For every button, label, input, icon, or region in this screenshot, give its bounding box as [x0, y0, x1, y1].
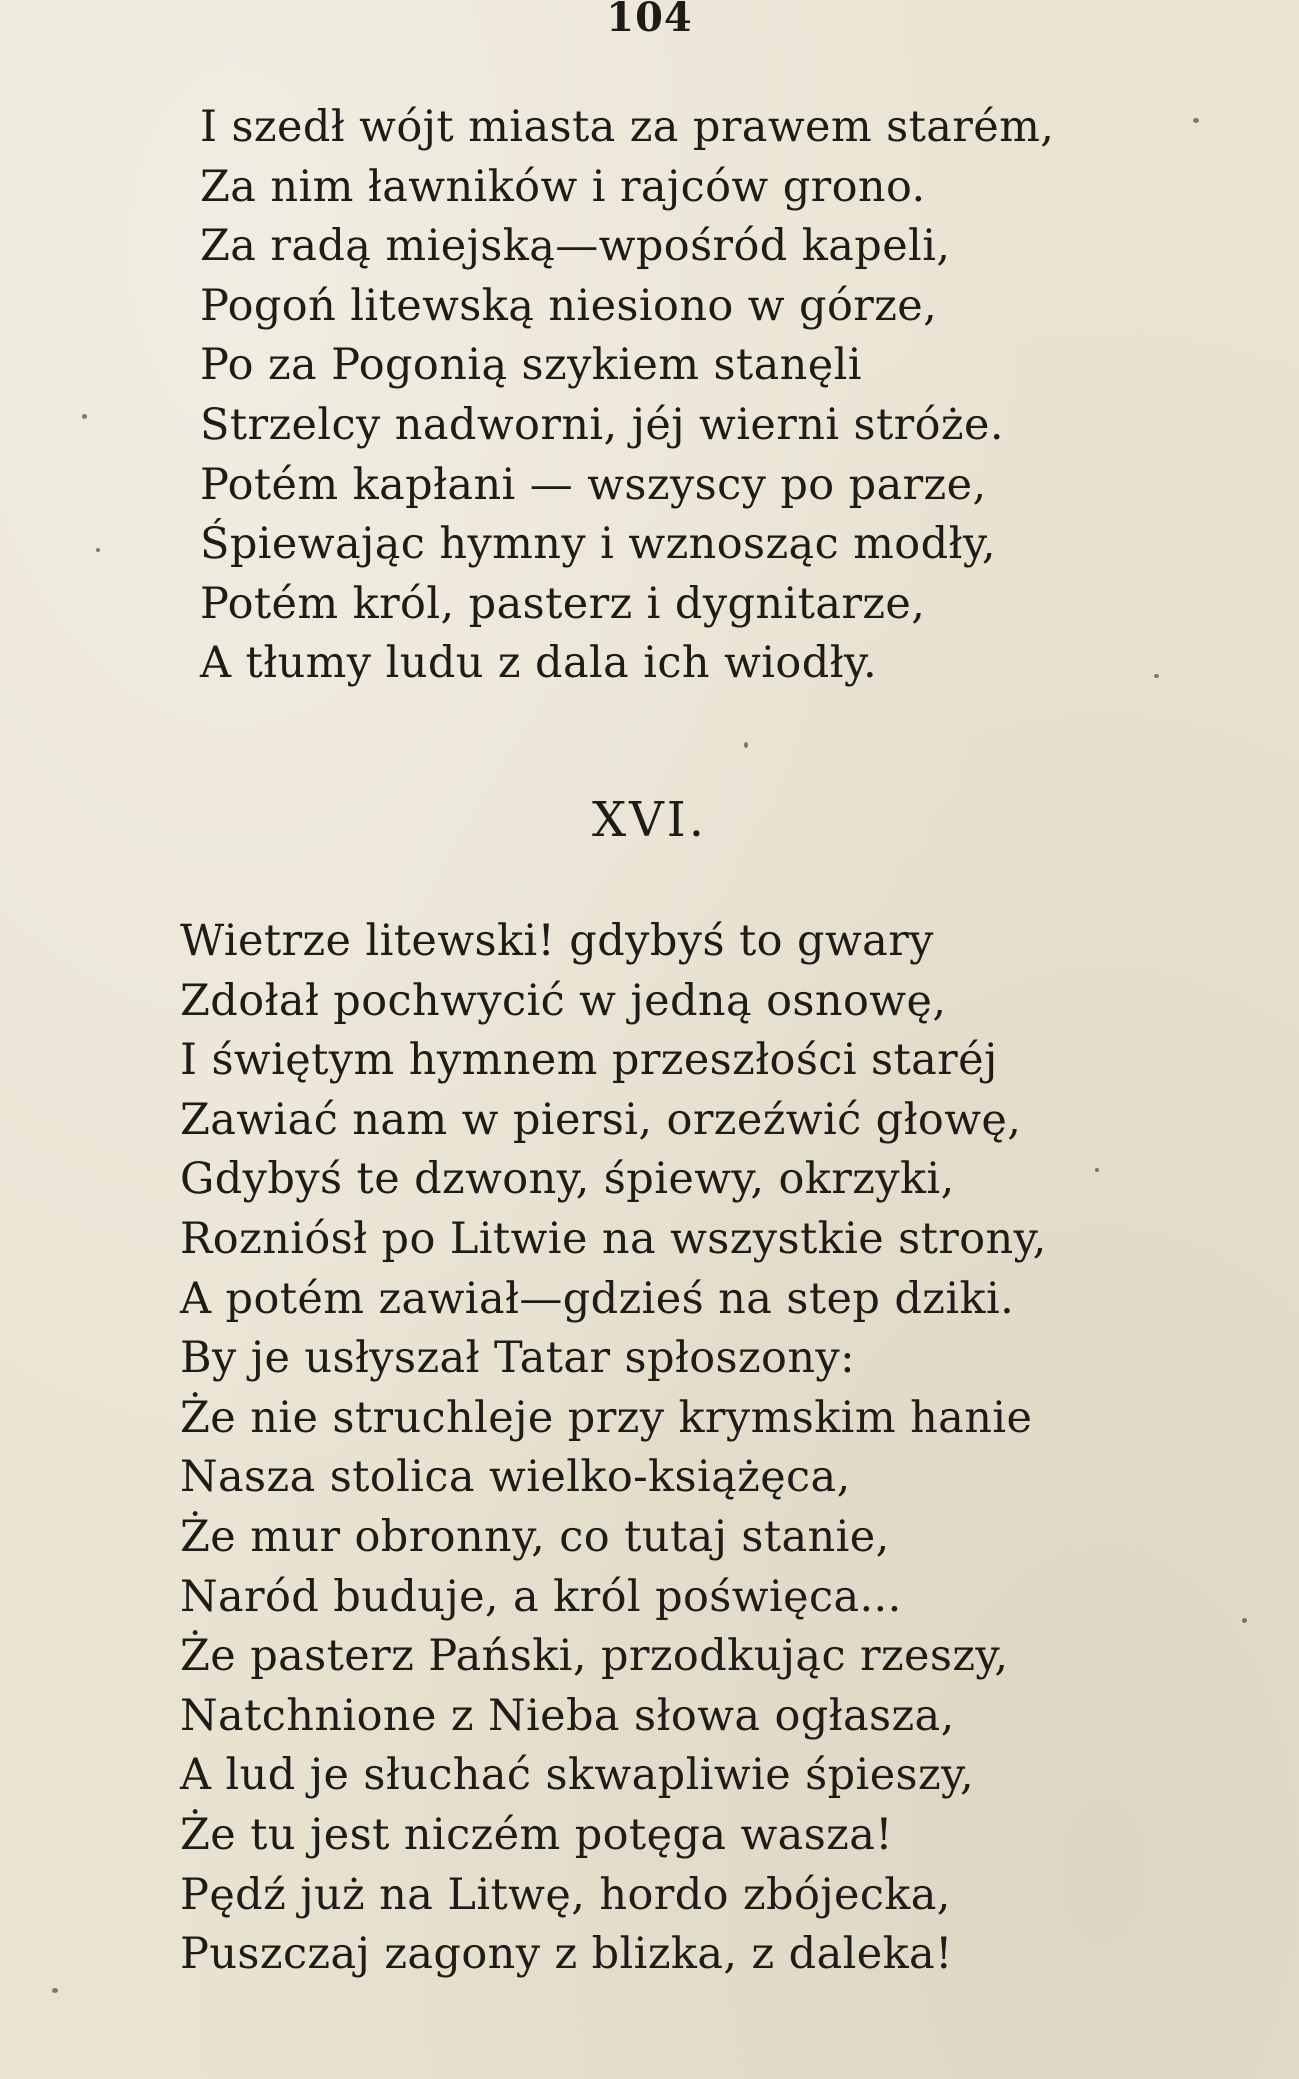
- verse-line: I świętym hymnem przeszłości staréj: [180, 1035, 998, 1086]
- paper-speck: [96, 548, 100, 552]
- verse-line: Strzelcy nadworni, jéj wierni stróże.: [200, 399, 1004, 450]
- verse-line: Naród buduje, a król poświęca...: [180, 1571, 902, 1622]
- paper-speck: [744, 742, 748, 748]
- section-heading: XVI.: [591, 792, 708, 848]
- verse-line: A lud je słuchać skwapliwie śpieszy,: [180, 1750, 975, 1801]
- verse-line: Zawiać nam w piersi, orzeźwić głowę,: [180, 1094, 1022, 1145]
- verse-line: Nasza stolica wielko-książęca,: [180, 1452, 851, 1503]
- page-number: 104: [606, 0, 693, 41]
- paper-speck: [52, 1988, 58, 1993]
- verse-line: Śpiewając hymny i wznosząc modły,: [200, 519, 996, 570]
- verse-line: Za radą miejską—wpośród kapeli,: [200, 221, 951, 272]
- verse-line: Wietrze litewski! gdybyś to gwary: [180, 916, 934, 966]
- verse-line: Potém król, pasterz i dygnitarze,: [200, 578, 926, 629]
- verse-line: Puszczaj zagony z blizka, z daleka!: [180, 1929, 953, 1980]
- verse-line: Pogoń litewską niesiono w górze,: [200, 280, 938, 331]
- verse-line: Potém kapłani — wszyscy po parze,: [200, 459, 987, 510]
- verse-line: I szedł wójt miasta za prawem starém,: [200, 102, 1055, 152]
- paper-speck: [1242, 1618, 1247, 1623]
- verse-line: A tłumy ludu z dala ich wiodły.: [200, 638, 878, 689]
- verse-line: By je usłyszał Tatar spłoszony:: [180, 1333, 855, 1384]
- verse-line: Że mur obronny, co tutaj stanie,: [180, 1511, 890, 1562]
- stanza-xv-ending: [200, 98, 1054, 694]
- verse-line: Zdołał pochwycić w jedną osnowę,: [180, 975, 947, 1026]
- verse-line: Że tu jest niczém potęga wasza!: [180, 1809, 893, 1860]
- verse-line: Że nie struchleje przy krymskim hanie: [180, 1392, 1033, 1443]
- paper-speck: [1193, 118, 1199, 123]
- verse-line: Natchnione z Nieba słowa ogłasza,: [180, 1690, 955, 1741]
- stanza-xvi: [180, 912, 1047, 1985]
- paper-speck: [1095, 1168, 1099, 1172]
- verse-line: Za nim ławników i rajców grono.: [200, 161, 926, 212]
- paper-speck: [82, 414, 87, 419]
- verse-line: Po za Pogonią szykiem stanęli: [200, 340, 862, 391]
- verse-line: Że pasterz Pański, przodkując rzeszy,: [180, 1631, 1009, 1682]
- verse-line: Pędź już na Litwę, hordo zbójecka,: [180, 1869, 951, 1920]
- verse-line: Gdybyś te dzwony, śpiewy, okrzyki,: [180, 1154, 955, 1205]
- verse-line: Rozniósł po Litwie na wszystkie strony,: [180, 1213, 1047, 1264]
- paper-speck: [1154, 674, 1159, 678]
- verse-line: A potém zawiał—gdzieś na step dziki.: [180, 1273, 1015, 1324]
